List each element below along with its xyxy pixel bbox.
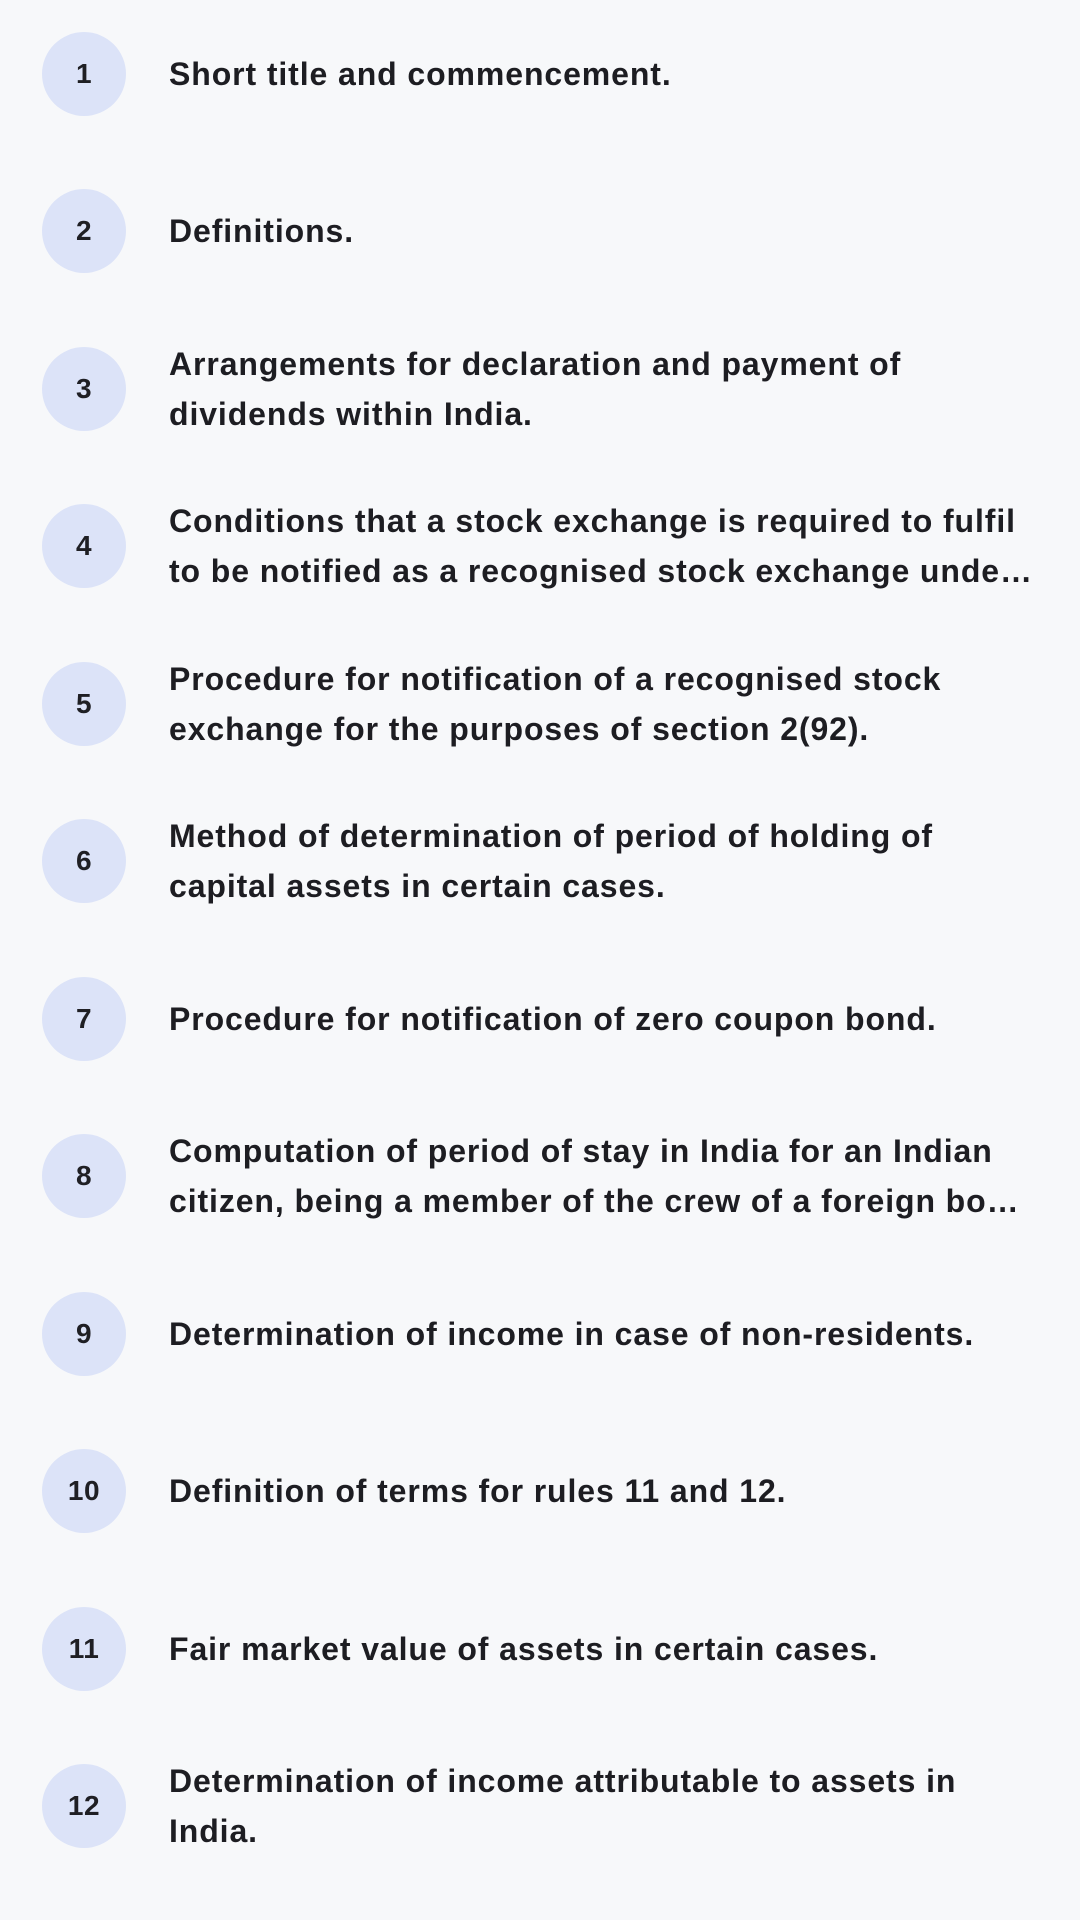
rule-title: Computation of period of stay in India for an Indian citizen, being a member of the crew of a foreign bo…: [169, 1133, 1020, 1220]
rule-number-badge: 9: [42, 1292, 126, 1376]
rule-number-badge: 7: [42, 977, 126, 1061]
rule-item-2[interactable]: [0, 153, 1080, 311]
rule-number-badge: 5: [42, 662, 126, 746]
rule-title: Procedure for notification of zero coupon bond.: [169, 1000, 937, 1037]
rule-number-badge: 12: [42, 1764, 126, 1848]
rule-number-badge: 10: [42, 1449, 126, 1533]
rule-item-10[interactable]: [0, 1413, 1080, 1571]
rule-item-8[interactable]: [0, 1098, 1080, 1256]
rule-number-badge: 4: [42, 504, 126, 588]
rule-item-3[interactable]: [0, 310, 1080, 468]
rule-title: Procedure for notification of a recognised stock exchange for the purposes of section 2(92).: [169, 660, 942, 747]
rule-title: Determination of income in case of non-residents.: [169, 1315, 975, 1352]
rule-title: Definitions.: [169, 213, 355, 250]
rule-number-badge: 11: [42, 1607, 126, 1691]
rule-item-4[interactable]: [0, 468, 1080, 626]
rule-number-badge: 6: [42, 819, 126, 903]
rule-title: Determination of income attributable to assets in India.: [169, 1763, 957, 1850]
rule-item-5[interactable]: [0, 625, 1080, 783]
rule-item-11[interactable]: [0, 1570, 1080, 1728]
rule-title: Definition of terms for rules 11 and 12.: [169, 1473, 787, 1510]
rule-title: Short title and commencement.: [169, 55, 672, 92]
rule-number-badge: 8: [42, 1134, 126, 1218]
rule-item-1[interactable]: [0, 0, 1080, 153]
rule-title: Arrangements for declaration and payment of dividends within India.: [169, 345, 902, 432]
rule-item-12[interactable]: [0, 1728, 1080, 1886]
rule-number-badge: 2: [42, 189, 126, 273]
rule-number-badge: 3: [42, 347, 126, 431]
rule-item-7[interactable]: [0, 940, 1080, 1098]
rule-title: Conditions that a stock exchange is required to fulfil to be notified as a recognised stock exchange unde…: [169, 503, 1033, 590]
rule-item-9[interactable]: [0, 1255, 1080, 1413]
rule-title: Fair market value of assets in certain cases.: [169, 1630, 879, 1667]
rule-item-6[interactable]: [0, 783, 1080, 941]
rule-number-badge: 1: [42, 32, 126, 116]
rule-title: Method of determination of period of holding of capital assets in certain cases.: [169, 818, 933, 905]
